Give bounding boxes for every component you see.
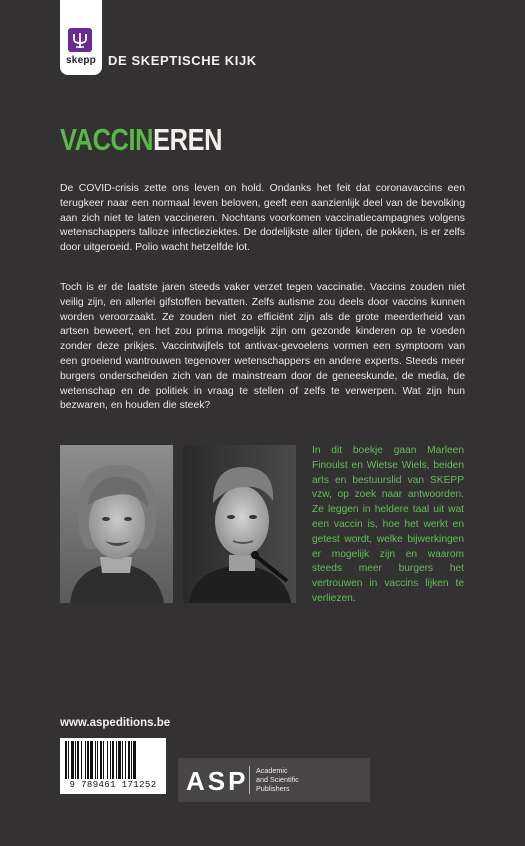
barcode-bar (97, 741, 98, 779)
barcode-bar (100, 741, 102, 779)
barcode-bar (71, 741, 74, 779)
barcode-bar (81, 741, 82, 779)
barcode-bar (95, 741, 96, 779)
barcode-lines (64, 741, 162, 779)
blurb-paragraph-1: De COVID-crisis zette ons leven on hold. Ondanks het feit dat coronavaccins een terugkeer naar een normaal leven beloven, geeft een aanzienlijk deel van de bevolking aan zich niet te laten vaccineren. Nochtans voorkomen vaccinatiecampagnes volgens wetenschappers talloze infectieziektes. De dodelijkste aller tijden, de pokken, is er zelfs door uitgeroeid. Polio wacht hetzelfde lot. (60, 183, 465, 254)
author-photo-marleen (60, 445, 173, 603)
series-title: DE SKEPTISCHE KIJK (108, 53, 257, 68)
logo-brand-text: skepp (66, 55, 96, 66)
barcode-bar (125, 741, 126, 779)
barcode-bar (133, 741, 136, 779)
blurb-paragraph-2: Toch is er de laatste jaren steeds vaker verzet tegen vaccinatie. Vaccins zouden niet veilig zijn, en allerlei gifstoffen bevatten. Zelfs autisme zou deels door vaccins kunnen worden veroorzaakt. Ze zouden niet zo efficiënt zijn als de grote meerderheid van artsen beweert, en het zou prima mogelijk zijn om gezonde kinderen op te voeden zonder deze prikjes. Vaccintwijfels tot antivax-gevoelens vormen een symptoom van een groeiend wantrouwen tegenover wetenschappers en andere experts. Steeds meer burgers onderscheiden zich van de mainstream door de geneeskunde, de media, de wetenschap en de politiek in vraag te stellen of zelfs te verwerpen. Wat zijn hun bezwaren, en houden die steek? (60, 282, 465, 412)
barcode-bar (77, 741, 79, 779)
psi-logo-icon (68, 28, 92, 52)
barcode-bar (110, 741, 111, 779)
publisher-block (178, 758, 370, 802)
publisher-name-line-3: Publishers (256, 784, 290, 794)
barcode-bar (68, 741, 69, 779)
isbn-barcode (60, 738, 166, 794)
publisher-website: www.aspeditions.be (60, 717, 171, 729)
isbn-number: 9 789461 171252 (69, 780, 157, 790)
barcode-bar (116, 741, 117, 779)
barcode-bar (65, 741, 67, 779)
book-title (60, 122, 222, 158)
barcode-bar (85, 741, 86, 779)
barcode-bar (107, 741, 108, 779)
barcode-bar (87, 741, 89, 779)
publisher-name-line-2: and Scientific (256, 775, 299, 785)
publisher-logo: ASP (186, 766, 249, 796)
barcode-bar (112, 741, 114, 779)
skepp-logo (60, 0, 102, 75)
barcode-bar (90, 741, 93, 779)
author-blurb: In dit boekje gaan Marleen Finoulst en Wietse Wiels, beiden arts en bestuurslid van SKEPP vzw, op zoek naar antwoorden. Ze leggen in heldere taal uit wat een vaccin is, hoe het werkt en getest wordt, welke bijwerkingen er mogelijk zijn en waarom steeds meer burgers het vertrouwen in vaccins lijken te verliezen. (312, 445, 464, 604)
title-part-white: EREN (153, 122, 223, 157)
barcode-bar (128, 741, 130, 779)
barcode-bar (118, 741, 121, 779)
barcode-bar (103, 741, 104, 779)
author-photo-wietse (183, 445, 296, 603)
barcode-bar (131, 741, 132, 779)
barcode-bar (75, 741, 76, 779)
title-part-green: VACCIN (60, 122, 154, 157)
publisher-divider (249, 766, 250, 794)
publisher-name (256, 766, 299, 794)
publisher-name-line-1: Academic (256, 766, 288, 775)
barcode-bar (122, 741, 123, 779)
